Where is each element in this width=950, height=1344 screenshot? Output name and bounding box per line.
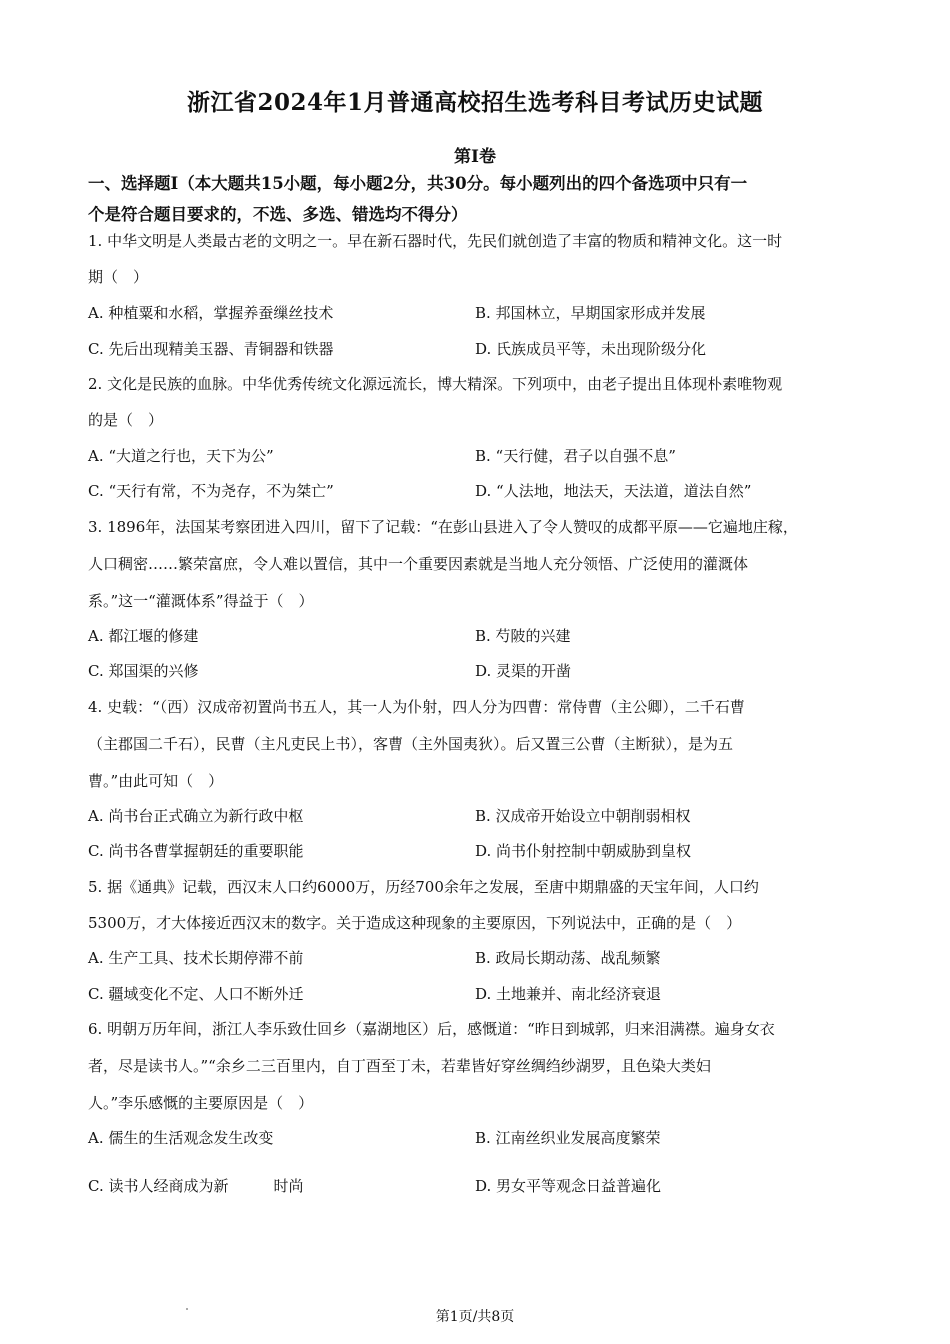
option-d: D. 男女平等观念日益普遍化 [475,1177,662,1195]
option-d: D. 尚书仆射控制中朝威胁到皇权 [475,842,692,860]
volume-heading: 第Ⅰ卷 [454,147,496,167]
question-stem-line: 6. 明朝万历年间，浙江人李乐致仕回乡（嘉湖地区）后，感慨道：“昨日到城郭，归来泪满襟。遍身女衣 [88,1020,775,1038]
option-c: C. 疆域变化不定、人口不断外迁 [88,985,304,1003]
option-c: C. 尚书各曹掌握朝廷的重要职能 [88,842,304,860]
question-stem-line: 者，尽是读书人。”“余乡二三百里内，自丁酉至丁未，若辈皆好穿丝绸绉纱湖罗，且色染大类妇 [88,1057,711,1075]
option-a: A. 都江堰的修建 [88,627,199,645]
question-stem-line: 4. 史载：“（西）汉成帝初置尚书五人，其一人为仆射，四人分为四曹：常侍曹（主公卿），二千石曹 [88,698,745,716]
question-stem-line: 人。”李乐感慨的主要原因是（ ） [88,1094,314,1112]
option-a: A. 尚书台正式确立为新行政中枢 [88,807,304,825]
option-b: B. 江南丝织业发展高度繁荣 [475,1129,661,1147]
option-a: A. 儒生的生活观念发生改变 [88,1129,274,1147]
question-stem-line: 5. 据《通典》记载，西汉末人口约6000万，历经700余年之发展，至唐中期鼎盛的天宝年间，人口约 [88,878,759,896]
question-stem-line: （主郡国二千石），民曹（主凡吏民上书），客曹（主外国夷狄）。后又置三公曹（主断狱），是为五 [88,735,734,753]
option-b: B. “天行健，君子以自强不息” [475,447,676,465]
question-stem-line: 2. 文化是民族的血脉。中华优秀传统文化源远流长，博大精深。下列项中，由老子提出且体现朴素唯物观 [88,375,783,393]
question-stem-line: 期（ ） [88,268,149,286]
option-d: D. 土地兼并、南北经济衰退 [475,985,662,1003]
option-c: C. “天行有常，不为尧存，不为桀亡” [88,482,334,500]
option-c: C. 先后出现精美玉器、青铜器和铁器 [88,340,334,358]
question-stem-line: 曹。”由此可知（ ） [88,772,224,790]
option-b: B. 邦国林立，早期国家形成并发展 [475,304,706,322]
page-title: 浙江省2024年1月普通高校招生选考科目考试历史试题 [186,89,764,116]
option-b: B. 芍陂的兴建 [475,627,571,645]
option-d: D. “人法地，地法天，天法道，道法自然” [475,482,752,500]
question-stem-line: 3. 1896年，法国某考察团进入四川，留下了记载：“在彭山县进入了令人赞叹的成都平原——它遍地庄稼， [88,518,798,536]
option-b: B. 汉成帝开始设立中朝削弱相权 [475,807,691,825]
question-stem-line: 系。”这一“灌溉体系”得益于（ ） [88,592,314,610]
option-a: A. 生产工具、技术长期停滞不前 [88,949,304,967]
page-footer: 第1页/共8页 [435,1309,515,1325]
question-stem-line: 人口稠密……繁荣富庶，令人难以置信，其中一个重要因素就是当地人充分领悟、广泛使用的灌溉体 [88,555,749,573]
option-c: C. 郑国渠的兴修 [88,662,199,680]
option-a: A. 种植粟和水稻，掌握养蚕缫丝技术 [88,304,334,322]
question-stem-line: 的是（ ） [88,411,164,429]
option-a: A. “大道之行也，天下为公” [88,447,274,465]
question-stem-line: 5300万，才大体接近西汉末的数字。关于造成这种现象的主要原因，下列说法中，正确的是（ ） [88,914,742,932]
section-instructions-line-1: 一、选择题Ⅰ（本大题共15小题，每小题2分，共30分。每小题列出的四个备选项中只有一 [88,174,748,193]
option-d: D. 灵渠的开凿 [475,662,572,680]
question-stem-line: 1. 中华文明是人类最古老的文明之一。早在新石器时代，先民们就创造了丰富的物质和精神文化。这一时 [88,232,783,250]
option-b: B. 政局长期动荡、战乱频繁 [475,949,661,967]
section-instructions-line-2: 个是符合题目要求的，不选、多选、错选均不得分） [88,205,468,224]
option-d: D. 氏族成员平等，未出现阶级分化 [475,340,707,358]
option-c: C. 读书人经商成为新 时尚 [88,1177,304,1195]
